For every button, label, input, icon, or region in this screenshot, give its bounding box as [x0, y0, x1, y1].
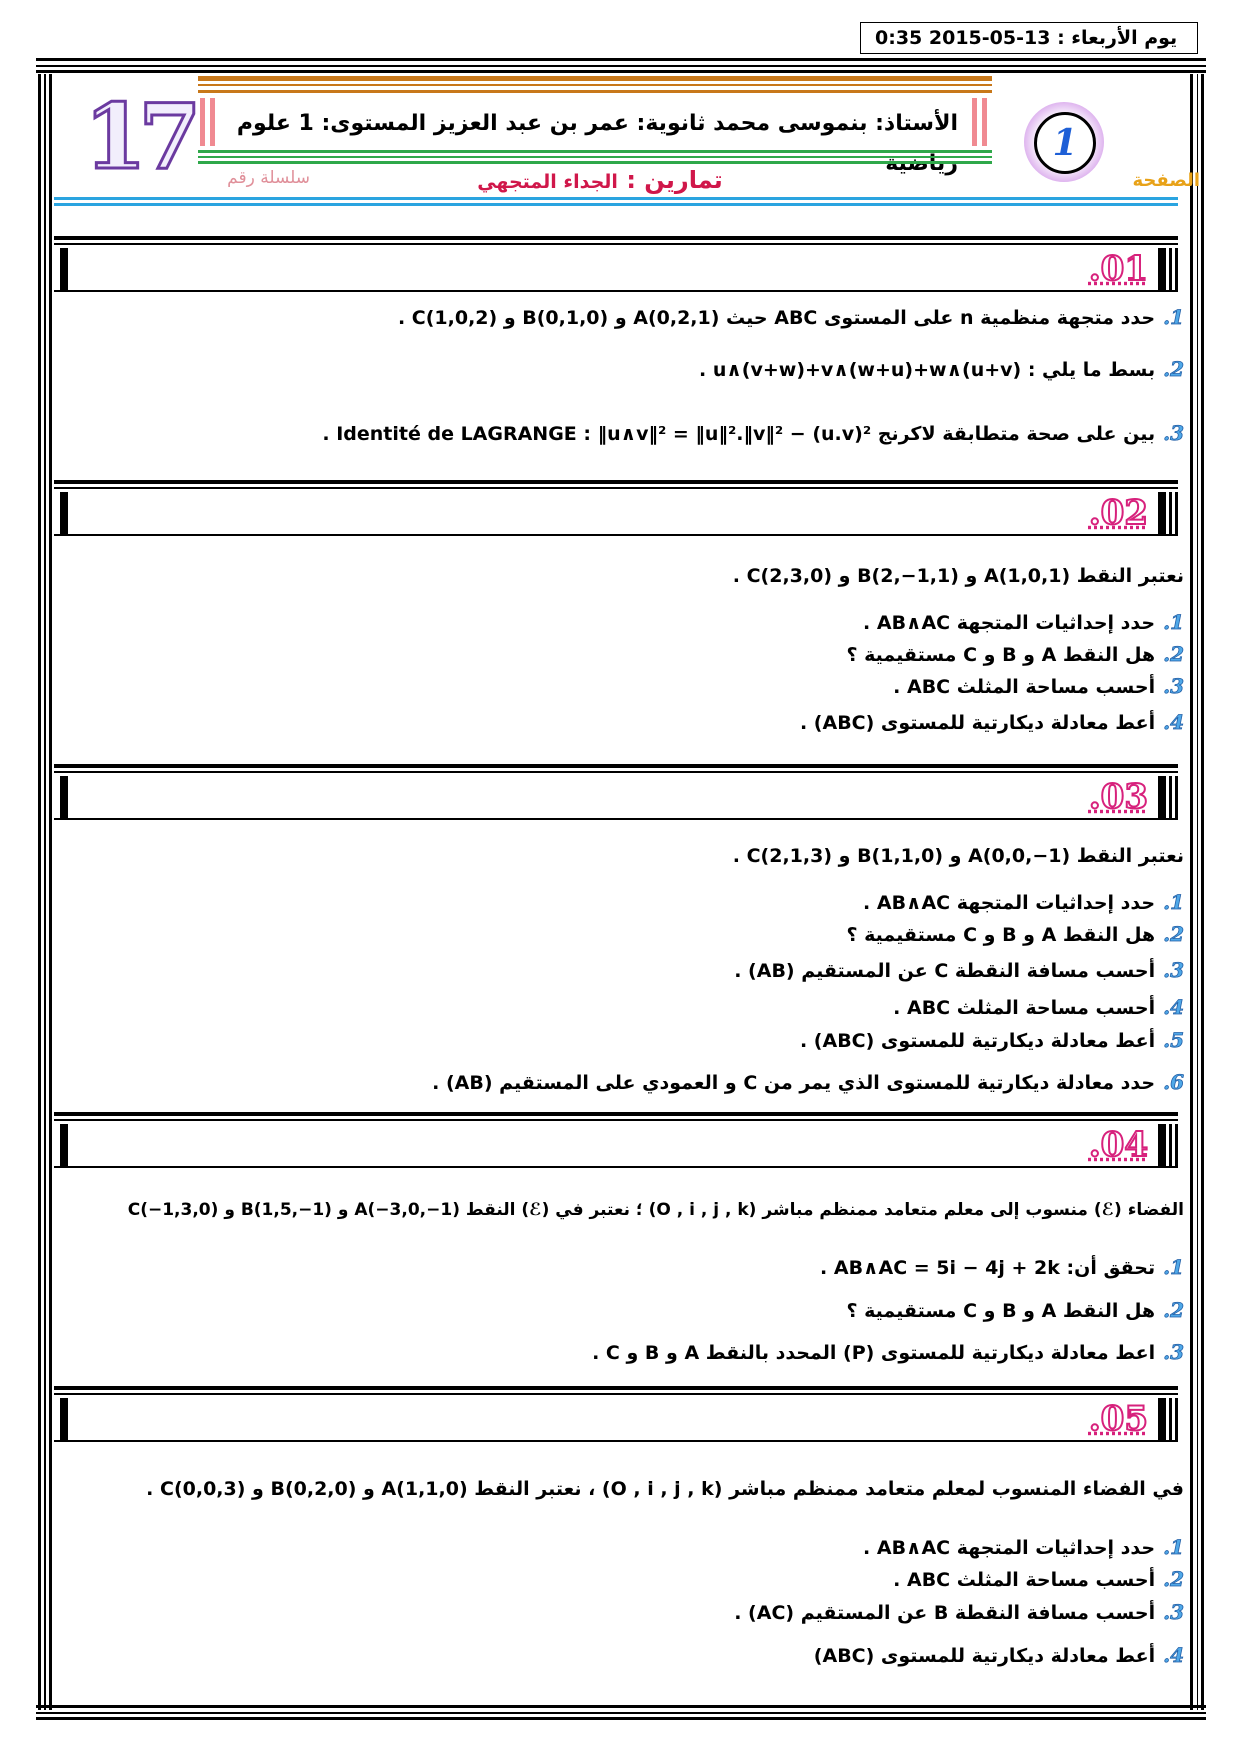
header-stripe-green-2	[198, 161, 992, 164]
exercise-05-item-3: 3.أحسب مسافة النقطة B عن المستقيم (AC) .	[734, 1600, 1184, 1624]
pink-bar-right	[972, 98, 977, 146]
series-number-badge: 17	[84, 84, 194, 190]
top-border-line	[36, 58, 1206, 61]
header-stripe-green-thin	[198, 156, 992, 158]
exercise-banner-01	[54, 236, 1178, 292]
header-stripe-orange-thin	[198, 84, 992, 86]
page-number-circle	[1024, 102, 1104, 182]
exercise-02-item-3: 3.أحسب مساحة المثلث ABC .	[893, 674, 1184, 698]
exercise-banner-05	[54, 1386, 1178, 1442]
title-topic: الجداء المتجهي	[477, 171, 618, 193]
exercise-banner-04	[54, 1112, 1178, 1168]
bottom-border-line-thin	[36, 1712, 1206, 1714]
pink-bar-left-2	[210, 98, 215, 146]
exercise-02-item-1: 1.حدد إحداثيات المتجهة AB∧AC .	[863, 610, 1184, 634]
exercise-banner-02	[54, 480, 1178, 536]
exercise-04-item-3: 3.اعط معادلة ديكارتية للمستوى (P) المحدد بالنقط A و B و C .	[592, 1340, 1184, 1364]
bottom-border-line-2	[36, 1717, 1206, 1720]
exercise-number-05: .05	[1088, 1399, 1148, 1439]
exercise-number-03: .03	[1088, 777, 1148, 817]
exercise-04-item-1: 1.تحقق أن: AB∧AC = 5i − 4j + 2k .	[820, 1255, 1184, 1279]
exercise-05-item-4: 4.أعط معادلة ديكارتية للمستوى (ABC)	[813, 1643, 1184, 1667]
exercise-03-item-4: 4.أحسب مساحة المثلث ABC .	[893, 995, 1184, 1019]
exercise-03-item-5: 5.أعط معادلة ديكارتية للمستوى (ABC) .	[799, 1028, 1184, 1052]
exercise-number-04: .04	[1088, 1125, 1148, 1165]
exercise-03-item-6: 6.حدد معادلة ديكارتية للمستوى الذي يمر من C و العمودي على المستقيم (AB) .	[432, 1070, 1184, 1094]
header-stripe-blue	[54, 197, 1178, 200]
exercise-01-item-2: 2.بسط ما يلي : u∧(v+w)+v∧(w+u)+w∧(u+v) .	[698, 357, 1184, 381]
exercise-number-01: .01	[1088, 249, 1148, 289]
exercise-02-item-4: 4.أعط معادلة ديكارتية للمستوى (ABC) .	[799, 710, 1184, 734]
exercise-03-intro: نعتبر النقط A(0,0,−1) و B(1,1,0) و C(2,1,3) .	[732, 845, 1184, 867]
header-stripe-orange	[198, 76, 992, 81]
header-stripe-green	[198, 150, 992, 153]
header-stripe-orange-2	[198, 90, 992, 93]
pink-bar-left	[200, 98, 205, 146]
pink-bar-right-2	[982, 98, 987, 146]
exercise-number-02: .02	[1088, 493, 1148, 533]
exercise-03-item-1: 1.حدد إحداثيات المتجهة AB∧AC .	[863, 890, 1184, 914]
exercise-03-item-2: 2.هل النقط A و B و C مستقيمية ؟	[846, 922, 1184, 946]
exercise-03-item-3: 3.أحسب مسافة النقطة C عن المستقيم (AB) .	[734, 958, 1184, 982]
exercise-05-item-1: 1.حدد إحداثيات المتجهة AB∧AC .	[863, 1535, 1184, 1559]
sheet-title	[440, 166, 760, 194]
header-stripe-blue-2	[54, 203, 1178, 206]
title-prefix: تمارين :	[626, 166, 723, 194]
exercise-05-item-2: 2.أحسب مساحة المثلث ABC .	[893, 1567, 1184, 1591]
exercise-02-intro: نعتبر النقط A(1,0,1) و B(2,−1,1) و C(2,3,0) .	[732, 565, 1184, 587]
exercise-01-item-3: 3.بين على صحة متطابقة لاكرنج Identité de LAGRANGE : ‖u∧v‖² = ‖u‖².‖v‖² − (u.v)² .	[322, 421, 1184, 445]
page-label: الصفحة	[1132, 170, 1200, 191]
date-box	[860, 22, 1198, 54]
exercise-05-intro: في الفضاء المنسوب لمعلم متعامد ممنظم مباشر (O , i , j , k) ، نعتبر النقط A(1,1,0) و B(0,2,0) و C(0,0,3) .	[146, 1478, 1184, 1500]
exercise-banner-03	[54, 764, 1178, 820]
exercise-02-item-2: 2.هل النقط A و B و C مستقيمية ؟	[846, 642, 1184, 666]
date-text: يوم الأربعاء : 13-05-2015 0:35	[875, 27, 1178, 49]
exercise-01-item-1: 1.حدد متجهة منظمية n على المستوى ABC حيث A(0,2,1) و B(0,1,0) و C(1,0,2) .	[397, 305, 1184, 329]
series-label: سلسلة رقم	[227, 168, 310, 188]
exercise-04-item-2: 2.هل النقط A و B و C مستقيمية ؟	[846, 1298, 1184, 1322]
top-border-line-thin	[36, 65, 1206, 67]
top-border-line-2	[36, 70, 1206, 73]
page-number: 1	[1034, 112, 1096, 174]
teacher-info: الأستاذ: بنموسى محمد ثانوية: عمر بن عبد العزيز المستوى: 1 علوم	[236, 111, 958, 136]
exercise-04-intro: الفضاء (ℰ) منسوب إلى معلم متعامد ممنظم مباشر (O , i , j , k) ؛ نعتبر في (ℰ) النقط A(−3,0,−1) و B(1,5,−1) و C(−1,3,0)	[127, 1200, 1184, 1220]
